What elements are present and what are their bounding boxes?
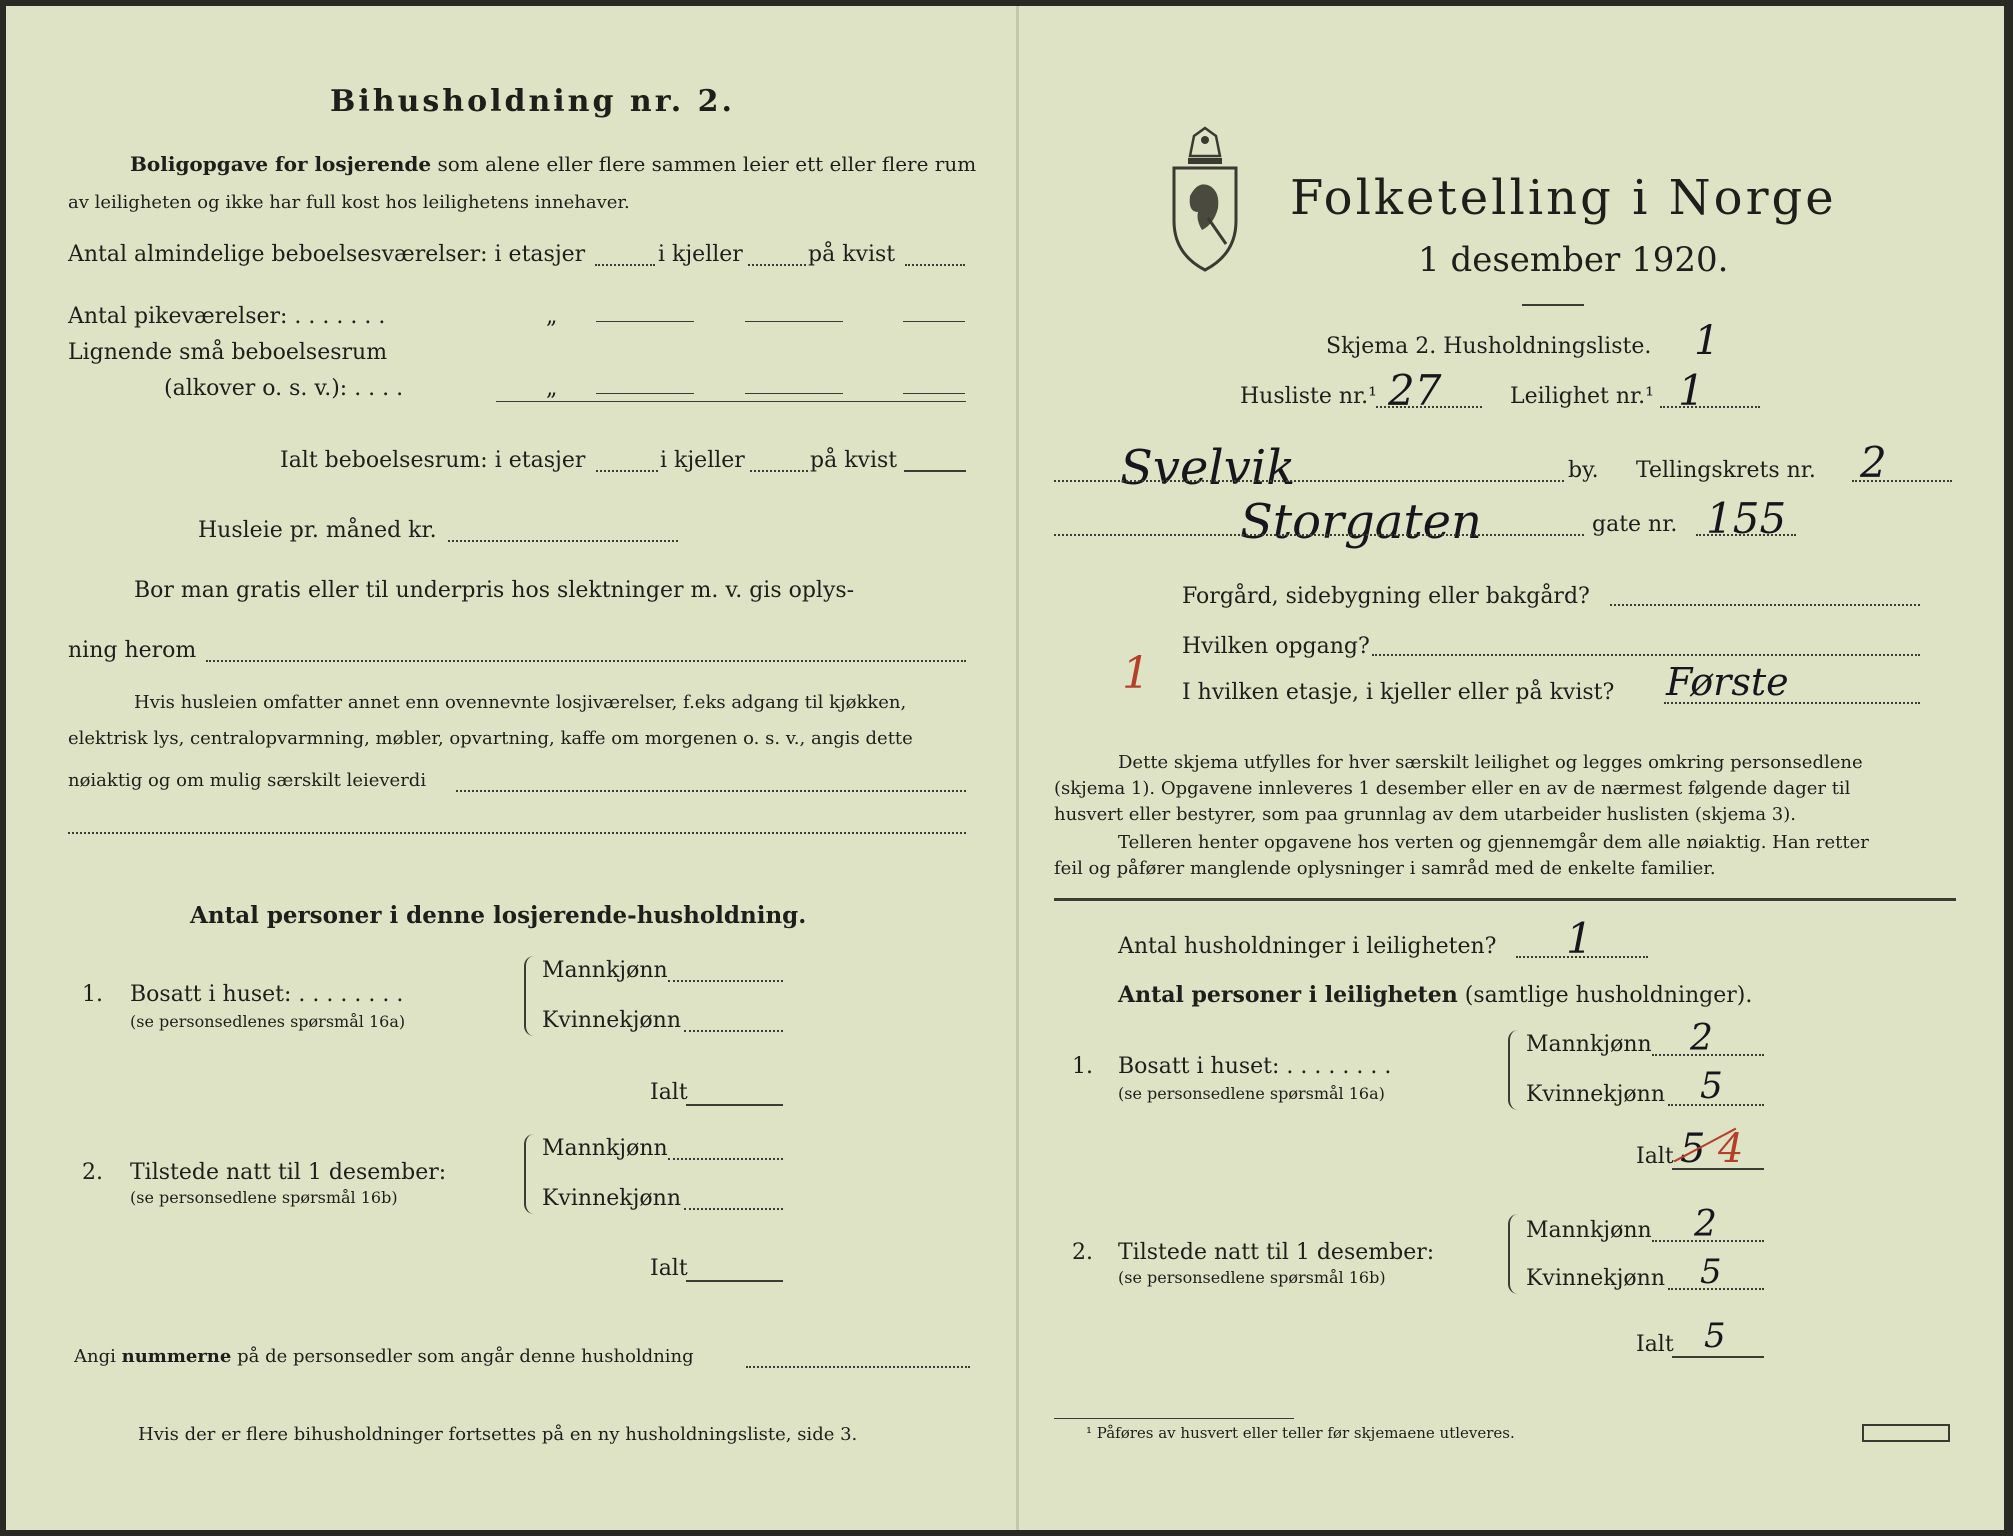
left-q2-brace [524, 1134, 536, 1214]
left-q1-sub: (se personsedlenes spørsmål 16a) [130, 1012, 406, 1031]
opgang-line[interactable] [1372, 654, 1920, 656]
krets-value: 2 [1860, 438, 1887, 487]
census-date: 1 desember 1920. [1418, 240, 1729, 280]
right-q1-kvinne-value: 5 [1700, 1066, 1723, 1107]
gratis-line-2: ning herom [68, 638, 197, 663]
right-q1-mann-value: 2 [1690, 1018, 1713, 1059]
rooms-kvist: på kvist [808, 242, 896, 267]
right-q2-num: 2. [1072, 1240, 1093, 1265]
left-persons-heading: Antal personer i denne losjerende-husholdning. [190, 902, 807, 929]
husholdninger-value: 1 [1566, 914, 1593, 963]
skjema-value: 1 [1694, 318, 1720, 364]
footnote: ¹ Påføres av husvert eller teller før skjemaene utleveres. [1086, 1424, 1515, 1442]
info-line-4: Telleren henter opgavene hos verten og gjennemgår dem alle nøiaktig. Han retter [1118, 832, 1869, 853]
rooms-label: Antal almindelige beboelsesværelser: i etasjer [68, 242, 586, 267]
pike-line-2[interactable] [745, 321, 843, 322]
angi-pre: Angi [74, 1346, 116, 1367]
footnote-rule [1054, 1418, 1294, 1419]
info-rule [1054, 898, 1956, 901]
intro-bold: Boligopgave for losjerende [130, 152, 432, 176]
right-q1-brace [1508, 1030, 1520, 1110]
gate-label: gate nr. [1592, 512, 1678, 537]
forgard-line[interactable] [1610, 604, 1920, 606]
angi-bold: nummerne [121, 1346, 232, 1367]
sum-rule [496, 401, 966, 402]
hvis-line-2: elektrisk lys, centralopvarmning, møbler, opvartning, kaffe om morgenen o. s. v., angis dette [68, 728, 913, 749]
page-fold [1016, 6, 1019, 1530]
etasje-value: Første [1666, 660, 1789, 704]
ialt-etasjer-line[interactable] [596, 470, 658, 472]
lignende-ditto: „ [546, 376, 558, 401]
right-q1-num: 1. [1072, 1054, 1093, 1079]
lignende-label-2: (alkover o. s. v.): . . . . [164, 376, 404, 401]
rooms-kjeller: i kjeller [658, 242, 743, 267]
date-rule [1522, 304, 1584, 306]
husliste-line[interactable] [1376, 406, 1482, 408]
opgang-label: Hvilken opgang? [1182, 634, 1370, 659]
right-q2-brace [1508, 1214, 1520, 1294]
husliste-value: 27 [1388, 366, 1442, 415]
pike-line-3[interactable] [903, 321, 965, 322]
left-title: Bihusholdning nr. 2. [330, 84, 735, 119]
right-q2-label: Tilstede natt til 1 desember: [1118, 1240, 1435, 1265]
right-persons-heading-rest: (samtlige husholdninger). [1464, 983, 1753, 1008]
gratis-line[interactable] [206, 660, 966, 662]
ialt-kvist: på kvist [810, 448, 898, 473]
info-line-1: Dette skjema utfylles for hver særskilt leilighet og legges omkring personsedlene [1118, 752, 1863, 773]
right-q2-ialt-line[interactable] [1672, 1356, 1764, 1358]
right-q1-kvinne-line[interactable] [1668, 1104, 1764, 1106]
lignende-line-3[interactable] [903, 393, 965, 394]
leilighet-label: Leilighet nr.¹ [1510, 384, 1654, 409]
left-q1-num: 1. [82, 982, 103, 1007]
town-value: Svelvik [1120, 440, 1296, 496]
right-q2-mann-value: 2 [1694, 1204, 1717, 1245]
ialt-kjeller: i kjeller [660, 448, 745, 473]
gate-value: 155 [1706, 494, 1787, 543]
printer-stamp [1862, 1424, 1950, 1442]
right-q1-ialt-label: Ialt [1636, 1144, 1674, 1169]
left-q1-mann-line[interactable] [668, 980, 783, 982]
krets-line[interactable] [1852, 480, 1952, 482]
husleie-label: Husleie pr. måned kr. [198, 518, 437, 543]
right-q2-ialt-label: Ialt [1636, 1332, 1674, 1357]
leieverdi-line-2[interactable] [68, 832, 966, 834]
skjema-label: Skjema 2. Husholdningsliste. [1326, 334, 1652, 359]
info-line-5: feil og påfører manglende oplysninger i samråd med de enkelte familier. [1054, 858, 1716, 879]
right-q1-mann-label: Mannkjønn [1526, 1032, 1652, 1057]
coat-of-arms-icon [1168, 126, 1242, 274]
left-q2-mann-label: Mannkjønn [542, 1136, 668, 1161]
right-persons-heading-bold: Antal personer i leiligheten [1118, 982, 1458, 1008]
left-q2-ialt-line[interactable] [686, 1280, 783, 1282]
lignende-line-2[interactable] [745, 393, 843, 394]
info-line-2: (skjema 1). Opgavene innleveres 1 desember eller en av de nærmest følgende dager til [1054, 778, 1851, 799]
pike-ditto: „ [546, 304, 558, 329]
left-q2-num: 2. [82, 1160, 103, 1185]
right-q2-kvinne-label: Kvinnekjønn [1526, 1266, 1665, 1291]
gate-line[interactable] [1696, 534, 1796, 536]
left-q2-mann-line[interactable] [668, 1158, 783, 1160]
leilighet-line[interactable] [1660, 406, 1760, 408]
left-q1-label: Bosatt i huset: . . . . . . . . [130, 982, 404, 1007]
intro-line2: av leiligheten og ikke har full kost hos leilighetens innehaver. [68, 192, 630, 213]
left-q1-kvinne-label: Kvinnekjønn [542, 1008, 681, 1033]
town-line[interactable] [1054, 480, 1564, 482]
leieverdi-line[interactable] [456, 790, 966, 792]
right-q1-sub: (se personsedlene spørsmål 16a) [1118, 1084, 1385, 1103]
left-q2-kvinne-line[interactable] [684, 1208, 783, 1210]
lignende-label-1: Lignende små beboelsesrum [68, 340, 388, 365]
left-footer: Hvis der er flere bihusholdninger fortsettes på en ny husholdningsliste, side 3. [138, 1424, 858, 1445]
left-q1-ialt-label: Ialt [650, 1080, 688, 1105]
leilighet-value: 1 [1678, 366, 1705, 415]
right-q1-kvinne-label: Kvinnekjønn [1526, 1082, 1665, 1107]
left-q1-brace [524, 956, 536, 1036]
etasje-label: I hvilken etasje, i kjeller eller på kvist? [1182, 680, 1615, 705]
left-q2-kvinne-label: Kvinnekjønn [542, 1186, 681, 1211]
left-q1-kvinne-line[interactable] [684, 1030, 783, 1032]
rooms-etasjer-line[interactable] [595, 264, 655, 266]
left-q1-ialt-line[interactable] [686, 1104, 783, 1106]
right-q2-sub: (se personsedlene spørsmål 16b) [1118, 1268, 1386, 1287]
margin-mark: 1 [1122, 648, 1150, 699]
right-q1-mann-line[interactable] [1652, 1054, 1764, 1056]
street-value: Storgaten [1240, 494, 1482, 550]
husleie-line[interactable] [448, 540, 678, 542]
left-q2-label: Tilstede natt til 1 desember: [130, 1160, 447, 1185]
right-q1-ialt-value: 5 [1680, 1126, 1706, 1172]
right-q1-ialt-correction: 4 [1718, 1126, 1744, 1172]
lignende-line-1[interactable] [596, 393, 694, 394]
ialt-kjeller-line[interactable] [750, 470, 808, 472]
left-q2-sub: (se personsedlene spørsmål 16b) [130, 1188, 398, 1207]
right-q2-mann-label: Mannkjønn [1526, 1218, 1652, 1243]
ialt-kvist-line[interactable] [904, 470, 966, 472]
right-q2-kvinne-line[interactable] [1668, 1288, 1764, 1290]
angi-line[interactable] [746, 1366, 970, 1368]
right-q2-ialt-value: 5 [1704, 1316, 1726, 1356]
right-q1-ialt-line[interactable] [1672, 1168, 1764, 1170]
gratis-line-1: Bor man gratis eller til underpris hos slektninger m. v. gis oplys- [134, 578, 855, 603]
forgard-label: Forgård, sidebygning eller bakgård? [1182, 584, 1590, 609]
street-line[interactable] [1054, 534, 1584, 536]
main-title: Folketelling i Norge [1290, 170, 1837, 226]
by-label: by. [1568, 458, 1599, 483]
krets-label: Tellingskrets nr. [1636, 458, 1816, 483]
hvis-line-1: Hvis husleien omfatter annet enn ovennevnte losjiværelser, f.eks adgang til kjøkken, [134, 692, 907, 713]
right-q1-label: Bosatt i huset: . . . . . . . . [1118, 1054, 1392, 1079]
husholdninger-label: Antal husholdninger i leiligheten? [1118, 934, 1497, 959]
etasje-line[interactable] [1664, 702, 1920, 704]
angi-rest: på de personsedler som angår denne husholdning [237, 1346, 694, 1367]
husholdninger-line[interactable] [1516, 956, 1648, 958]
left-q2-ialt-label: Ialt [650, 1256, 688, 1281]
hvis-line-3: nøiaktig og om mulig særskilt leieverdi [68, 770, 427, 791]
rooms-kvist-line[interactable] [905, 264, 965, 266]
left-q1-mann-label: Mannkjønn [542, 958, 668, 983]
info-line-3: husvert eller bestyrer, som paa grunnlag av dem utarbeider huslisten (skjema 3). [1054, 804, 1796, 825]
husliste-label: Husliste nr.¹ [1240, 384, 1377, 409]
right-q2-mann-line[interactable] [1652, 1240, 1764, 1242]
pike-line-1[interactable] [596, 321, 694, 322]
rooms-kjeller-line[interactable] [748, 264, 806, 266]
ialt-label: Ialt beboelsesrum: i etasjer [280, 448, 586, 473]
pike-label: Antal pikeværelser: . . . . . . . [68, 304, 386, 329]
right-q2-kvinne-value: 5 [1700, 1252, 1722, 1292]
intro-rest: som alene eller flere sammen leier ett eller flere rum [437, 152, 977, 176]
